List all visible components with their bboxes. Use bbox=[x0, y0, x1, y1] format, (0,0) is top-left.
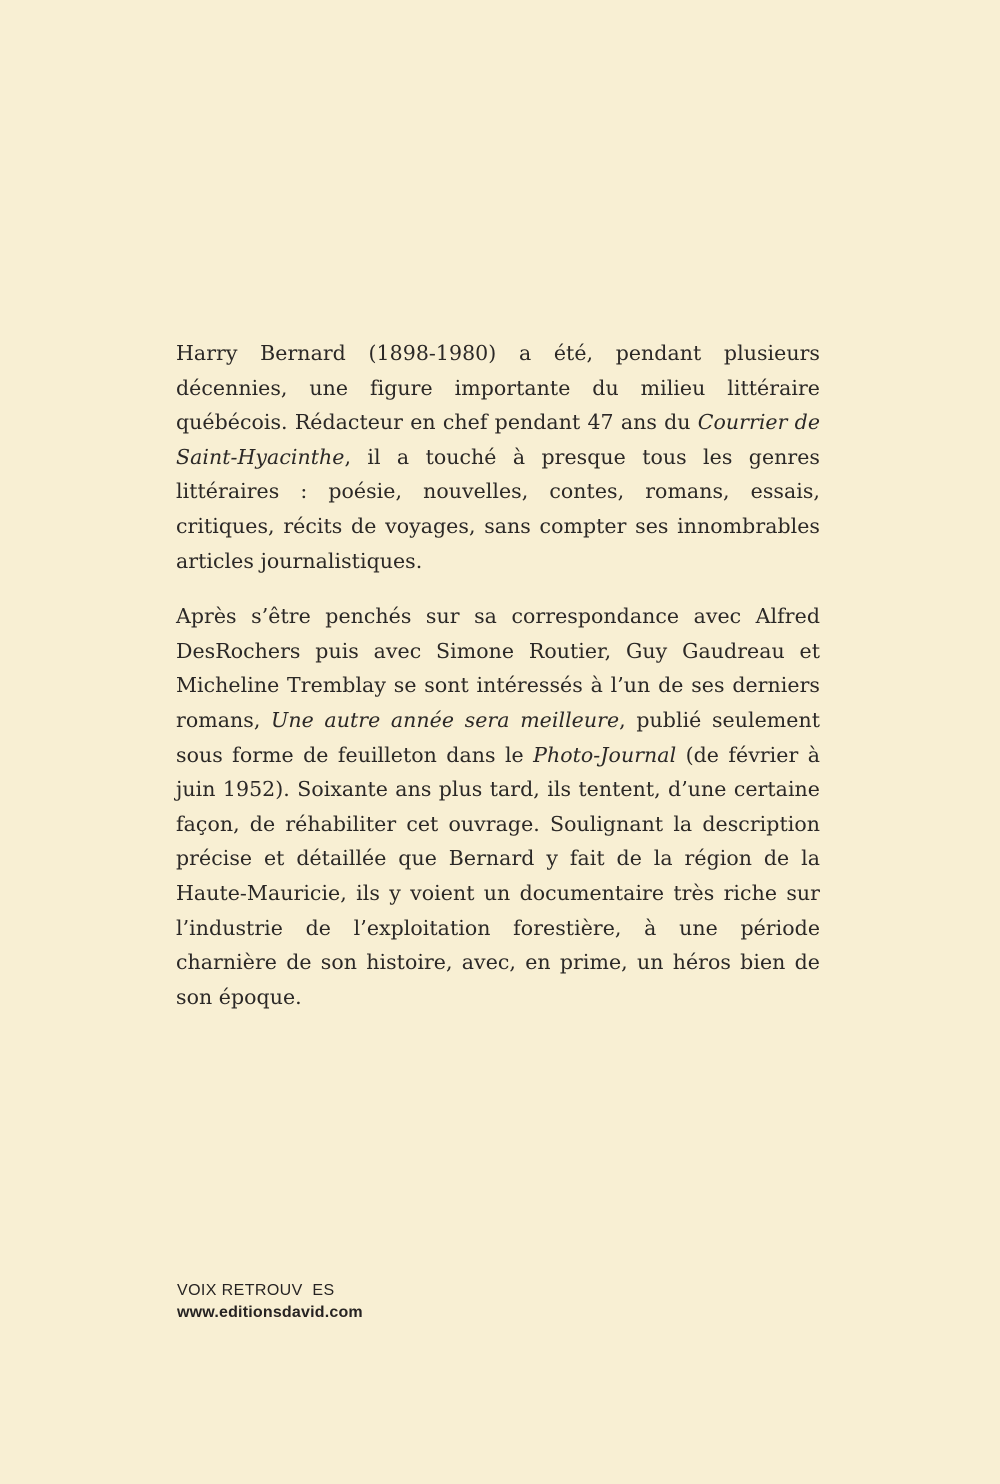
blurb-p1-rest: , il a touché à presque tous les genres littéraires : poésie, nouvelles, contes, romans, essais, critiques, récits de voyages, sans compter ses innombrables articles journalistiques. bbox=[176, 444, 820, 573]
blurb-paragraph-2 bbox=[176, 599, 820, 1014]
magazine-title: Photo-Journal bbox=[533, 742, 677, 767]
blurb-p2-middle: , publié seulement sous forme de feuilleton dans le bbox=[176, 707, 820, 767]
blurb-p2-intro: Après s’être penchés sur sa correspondance avec Alfred DesRochers puis avec Simone Routier, Guy Gaudreau et Micheline Tremblay se sont intéressés à l’un de ses derniers romans, bbox=[176, 604, 820, 732]
publisher-footer bbox=[177, 1280, 363, 1324]
blurb-p2-rest: (de février à juin 1952). Soixante ans plus tard, ils tentent, d’une certaine façon, de réhabiliter cet ouvrage. Soulignant la description précise et détaillée que Bernard y fait de la région de la Haute-Mauricie, ils y voient un documentaire très riche sur l’industrie de l’exploitation forestière, à une période charnière de son histoire, avec, en prime, un héros bien de son époque. bbox=[176, 742, 820, 1009]
series-name: VOIX RETROUV ES bbox=[177, 1282, 335, 1299]
newspaper-title: Courrier de Saint-Hyacinthe bbox=[176, 410, 820, 469]
novel-title: Une autre année sera meilleure bbox=[271, 707, 620, 732]
book-blurb bbox=[176, 336, 820, 1014]
blurb-p1-intro: Harry Bernard (1898-1980) a été, pendant plusieurs décennies, une figure importante du milieu littéraire québécois. Rédacteur en chef pendant 47 ans du bbox=[176, 341, 820, 435]
blurb-paragraph-1 bbox=[176, 336, 820, 578]
publisher-website[interactable]: www.editionsdavid.com bbox=[177, 1304, 363, 1321]
